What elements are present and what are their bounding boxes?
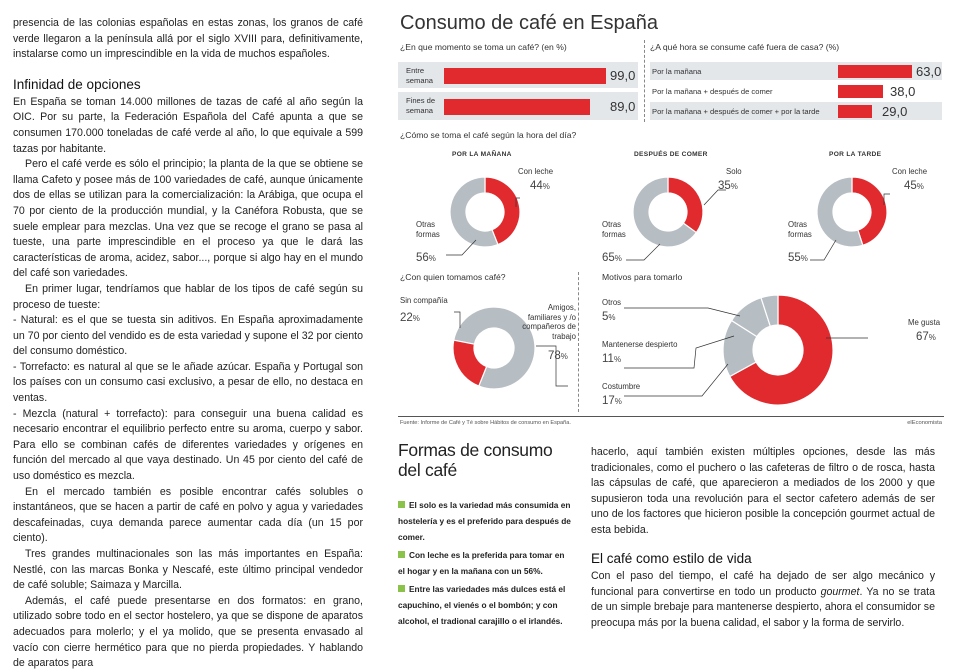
bullet-text: Con leche es la preferida para tomar en el hogar y en la mañana con un 56%.	[398, 550, 565, 576]
chart-title-momento: ¿En que momento se toma un café? (en %)	[400, 42, 567, 52]
bullet-item	[398, 497, 573, 545]
bar-value: 38,0	[890, 84, 916, 99]
paragraph: - Natural: es el que se tuesta sin aditivos. En España aproximadamente un 70 por ciento del vendido es de esta variedad y supone el 32 por ciento del consumo doméstico.	[13, 314, 363, 358]
slice-label: Con leche	[518, 167, 554, 176]
bar-fines-de-semana	[444, 99, 590, 115]
paragraph-text: Con el paso del tiempo, el café ha dejado de ser algo mecánico y funcional para convertirse en todo un producto	[591, 570, 935, 598]
bullet-text: El solo es la variedad más consumida en hostelería y es el preferido para después de comer.	[398, 500, 571, 542]
leader-line	[704, 190, 726, 205]
source-note: Fuente: Informe de Café y Té sobre Hábitos de consumo en España.	[400, 420, 571, 426]
slice-percent: 17%	[602, 395, 622, 407]
leader-line	[810, 240, 836, 260]
donut-slice	[453, 340, 487, 386]
slice-percent: 44%	[530, 180, 550, 192]
bar-manana-comer	[838, 85, 883, 98]
bar-por-la-manana	[838, 65, 912, 78]
bar-value: 29,0	[882, 104, 908, 119]
bullet-item	[398, 581, 573, 629]
slice-label: Otros	[602, 298, 622, 307]
slice-label: Amigos, familiares y /o compañeros de trabajo	[522, 303, 576, 341]
donut-motivos	[723, 295, 833, 405]
paragraph	[591, 569, 935, 631]
donut-charts-bottom-svg	[398, 286, 944, 414]
green-square-icon	[398, 551, 405, 558]
paragraph: - Torrefacto: es natural al que se le añade azúcar. España y Portugal son los países con un consumo casi exclusivo, a pesar de ello, no destaca en ventas.	[13, 360, 363, 405]
article-left-column	[13, 16, 363, 672]
bar-category: Fines de semana	[406, 96, 436, 115]
paragraph-text: . Ya no se trata de un simple brebaje para mantenerse despierto, ahora el consumidor se preocupa más por la buena calidad, el sabor y la forma de servirlo.	[591, 585, 935, 629]
slice-label: Sin compañía	[400, 296, 448, 305]
slice-percent: 55%	[788, 252, 808, 264]
slice-label: Me gusta	[908, 318, 941, 327]
infographic	[398, 10, 944, 432]
slice-label: Con leche	[892, 167, 928, 176]
bar-value: 99,0	[610, 68, 636, 83]
chart-title-con-quien: ¿Con quien tomamos café?	[400, 272, 506, 282]
donut-title: DESPUÉS DE COMER	[634, 151, 708, 158]
slice-percent: 35%	[718, 180, 738, 192]
green-square-icon	[398, 585, 405, 592]
slice-label: Otras formas	[788, 220, 812, 239]
infographic-title: Consumo de café en España	[400, 12, 658, 34]
chart-group-title: ¿Cómo se toma el café según la hora del día?	[400, 130, 577, 140]
paragraph: - Mezcla (natural + torrefacto): para conseguir una buena calidad es necesario encontrar el equilibrio perfecto entre su aroma, cuerpo y sabor. Para ello se combinan cafés de diferentes variedades y orígenes en función del mercado al que vaya destinado. Un 45 por ciento del café de uso doméstico es mezcla.	[13, 407, 363, 483]
section-heading: Infinidad de opciones	[13, 76, 141, 92]
slice-label: Otras formas	[602, 220, 626, 239]
slice-percent: 22%	[400, 312, 420, 324]
bar-value: 89,0	[610, 99, 636, 114]
paragraph: hacerlo, aquí también existen múltiples opciones, desde las más tradicionales, como el puchero o las cafeteras de filtro o de rosca, hasta las cápsulas de café, que aparecieron a mediados de los 2000 y que supusieron toda una revolución para el sector cafetero además de ser uno de los factores que hicieron posible la concepción gourmet actual de esta bebida.	[591, 446, 935, 536]
slice-percent: 65%	[602, 252, 622, 264]
donut-charts-svg	[398, 160, 944, 275]
paragraph-emphasis: gourmet	[820, 585, 860, 598]
chart-title-hora: ¿A qué hora se consume café fuera de casa? (%)	[650, 42, 840, 52]
slice-label: Mantenerse despierto	[602, 340, 678, 349]
paragraph: En primer lugar, tendríamos que hablar de los tipos de café según su proceso de tueste:	[13, 282, 363, 311]
leader-line	[624, 308, 740, 316]
chart-title-motivos: Motivos para tomarlo	[602, 272, 683, 282]
bar-category: Entre semana	[406, 66, 434, 85]
slice-label: Otras formas	[416, 220, 440, 239]
bullet-item	[398, 547, 573, 579]
slice-percent: 67%	[916, 331, 936, 343]
slice-percent: 78%	[548, 350, 568, 362]
slice-percent: 11%	[602, 353, 622, 365]
bar-value: 63,0	[916, 64, 942, 79]
paragraph: presencia de las colonias españolas en estas zonas, los granos de café verde llegaron a la península allá por el siglo XVIII para, definitivamente, instalarse como un imprescindible en la vida de muchos españoles.	[13, 17, 363, 61]
donut-manana	[450, 177, 520, 247]
formas-heading	[398, 440, 552, 480]
donut-title: POR LA MAÑANA	[452, 151, 512, 158]
article-right-column	[591, 445, 935, 632]
paragraph: Además, el café puede presentarse en dos formatos: en grano, utilizado sobre todo en el sector hostelero, ya que se dispone de aparatos adecuados para molerlo; y el ya molido, que se presenta envasado al vacío con cierre hermético para que no pierda propiedades. Y hablando de aparatos para	[13, 594, 363, 670]
divider	[644, 40, 645, 122]
slice-percent: 5%	[602, 311, 616, 323]
donut-title: POR LA TARDE	[829, 151, 882, 158]
leader-line	[626, 244, 660, 260]
footer-rule	[398, 416, 944, 417]
bar-entre-semana	[444, 68, 606, 84]
formas-bullets	[398, 497, 573, 631]
slice-label: Costumbre	[602, 382, 641, 391]
green-square-icon	[398, 501, 405, 508]
slice-percent: 56%	[416, 252, 436, 264]
brand-credit: elEconomista	[907, 420, 942, 426]
bar-category: Por la mañana + después de comer	[652, 87, 773, 96]
bar-manana-comer-tarde	[838, 105, 872, 118]
bar-category: Por la mañana + después de comer + por la tarde	[652, 107, 820, 116]
paragraph: Pero el café verde es sólo el principio; la planta de la que se obtiene se llama Cafeto y posee más de 100 variedades de café, aunque únicamente dos de ellas se utilizan para la comercialización: la Arábiga, que ocupa el 70 por ciento de la producción mundial, y la Canéfora Robusta, que se suele emplear para mezclas. Una vez que se recoge el grano se pasa al tueste, una parte imprescindible en el proceso ya que le dará las características de aroma, acidez, sabor..., porque si algo hay en el mundo del café son variedades.	[13, 158, 363, 280]
paragraph: En España se toman 14.000 millones de tazas de café al año según la OIC. Por su parte, la Federación Española del Café apunta a que se consumen 170.000 toneladas de café verde al año, lo que equivale a 599 tazas por habitante.	[13, 95, 363, 155]
paragraph: En el mercado también es posible encontrar cafés solubles o instantáneos, que se hacen a partir de café en polvo y agua y variedades descafeinadas, cuya demanda parece aumentar cada día (un 15 por ciento).	[13, 485, 363, 545]
bar-category: Por la mañana	[652, 67, 702, 76]
section-heading: El café como estilo de vida	[591, 550, 752, 566]
paragraph: Tres grandes multinacionales son las más importantes en España: Nestlé, con las marcas Bonka y Nescafé, este último principal vendedor de café soluble; Saimaza y Marcilla.	[13, 548, 363, 592]
slice-percent: 45%	[904, 180, 924, 192]
formas-heading-line: Formas de consumo	[398, 440, 553, 460]
formas-heading-line: del café	[398, 460, 457, 480]
donut-despues-comer	[633, 177, 703, 247]
bullet-text: Entre las variedades más dulces está el capuchino, el vienés o el bombón; y con alcohol, el tradional carajillo o el irlandés.	[398, 584, 566, 626]
slice-label: Solo	[726, 167, 742, 176]
